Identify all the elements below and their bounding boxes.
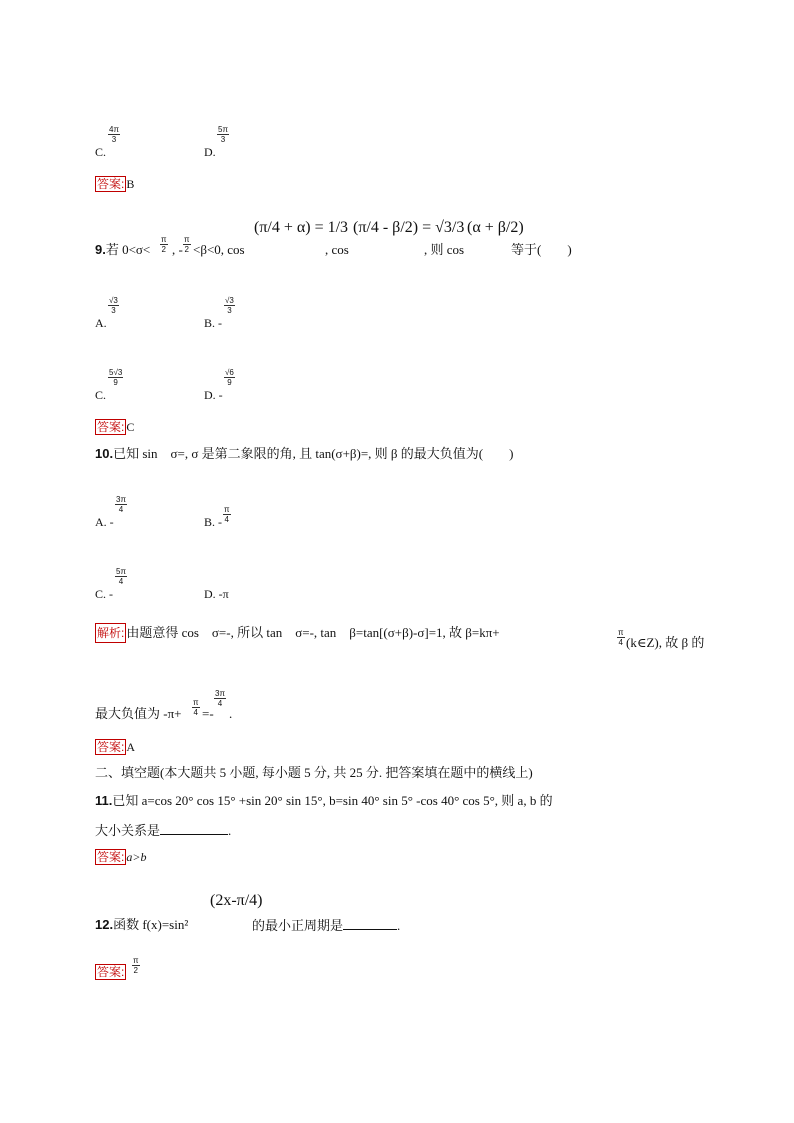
answer-box: 答案: (97, 740, 125, 754)
q9-pi-over-2-b: $\frac{\pi}{2}$ (184, 235, 190, 254)
q8-option-d-label: D. (204, 145, 216, 159)
q9-pi-over-2-a: $\frac{\pi}{2}$ (161, 235, 167, 254)
q9-option-a-fraction: $\frac{√3}{3}$ (109, 296, 118, 315)
q10-explanation-frac2: $\frac{\pi}{4}$ (193, 698, 199, 717)
answer-box: 答案: (97, 177, 125, 191)
q10-explanation-line1: 解析: 由题意得 cos σ=-, 所以 tan σ=-, tan β=tan[(σ+β)-σ]=1, 故 β=kπ+ (95, 624, 500, 642)
q9-option-a-label: A. (95, 316, 107, 330)
q10-option-a-fraction: $\frac{3\pi}{4}$ (116, 495, 126, 514)
question-number: 12. (95, 917, 114, 932)
q9-cond2: , - (172, 242, 183, 257)
q11-answer (95, 848, 146, 866)
answer-value: C (126, 420, 135, 434)
q9-equals: 等于( ) (511, 242, 572, 257)
q10-explanation-eq: =- (202, 706, 214, 721)
q9-stem: 9.若 0<σ< (95, 242, 151, 257)
answer-blank[interactable] (160, 822, 228, 835)
q9-cond3: <β<0, cos (193, 242, 245, 257)
answer-box: 答案: (97, 420, 125, 434)
q9-option-c-fraction: $\frac{5√3}{9}$ (109, 368, 123, 387)
q9-option-d-label: D. - (204, 388, 223, 402)
q8-option-c-label: C. (95, 145, 107, 159)
q10-explanation-tail: (k∈Z), 故 β 的 (626, 635, 705, 650)
q12-stem: 12.函数 f(x)=sin² (95, 917, 189, 932)
q9-answer (95, 418, 134, 436)
answer-box: 答案: (97, 965, 125, 979)
q9-expr2: (π/4 - β/2) = √3/3 (353, 219, 465, 236)
q10-answer (95, 738, 135, 756)
q9-option-d-fraction: $\frac{√6}{9}$ (225, 368, 234, 387)
q9-cos2: , cos (325, 242, 349, 257)
question-number: 11. (95, 793, 113, 808)
explanation-box: 解析: (95, 623, 126, 643)
answer-value: A (126, 740, 136, 754)
q12-expr: (2x-π/4) (210, 892, 263, 909)
q10-explanation-line2: 最大负值为 -π+ (95, 706, 182, 721)
q9-expr1: (π/4 + α) = 1/3 (254, 219, 349, 236)
q9-option-c-label: C. (95, 388, 107, 402)
q9-expr3: (α + β/2) (467, 219, 524, 236)
q11-stem: 11.已知 a=cos 20° cos 15° +sin 20° sin 15°, b=sin 40° sin 5° -cos 40° cos 5°, 则 a, b 的 (95, 793, 553, 808)
q9-option-b-label: B. - (204, 316, 222, 330)
q8-option-d-fraction: $\frac{5\pi}{3}$ (218, 125, 228, 144)
q10-option-b-fraction: $\frac{\pi}{4}$ (224, 505, 230, 524)
answer-value: a>b (126, 850, 147, 864)
question-number: 10. (95, 446, 114, 461)
section-heading: 二、填空题(本大题共 5 小题, 每小题 5 分, 共 25 分. 把答案填在题中的横线上) (95, 765, 533, 780)
q8-option-c-fraction: $\frac{4\pi}{3}$ (109, 125, 119, 144)
q8-answer (95, 175, 134, 193)
question-number: 9. (95, 242, 106, 257)
q9-then: , 则 cos (424, 242, 465, 257)
q12-answer-fraction: $\frac{\pi}{2}$ (133, 956, 139, 975)
answer-blank[interactable] (343, 917, 397, 930)
q10-option-a-label: A. - (95, 515, 114, 529)
q10-explanation-fraction: $\frac{\pi}{4}$ (618, 628, 624, 647)
q10-stem: 10.已知 sin σ=, σ 是第二象限的角, 且 tan(σ+β)=, 则 β 的最大负值为( ) (95, 446, 514, 461)
q9-option-b-fraction: $\frac{√3}{3}$ (225, 296, 234, 315)
q10-option-c-label: C. - (95, 587, 113, 601)
q12-stem-tail: 的最小正周期是 . (252, 918, 401, 933)
q10-explanation-end: . (229, 706, 233, 721)
q12-answer (95, 963, 126, 981)
q10-option-b-label: B. - (204, 515, 222, 529)
answer-value: B (126, 177, 135, 191)
q10-option-d-label: D. -π (204, 587, 229, 601)
answer-box: 答案: (97, 850, 125, 864)
q10-explanation-frac3: $\frac{3\pi}{4}$ (215, 689, 225, 708)
q11-stem-line2: 大小关系是 . (95, 823, 232, 838)
q10-option-c-fraction: $\frac{5\pi}{4}$ (116, 567, 126, 586)
